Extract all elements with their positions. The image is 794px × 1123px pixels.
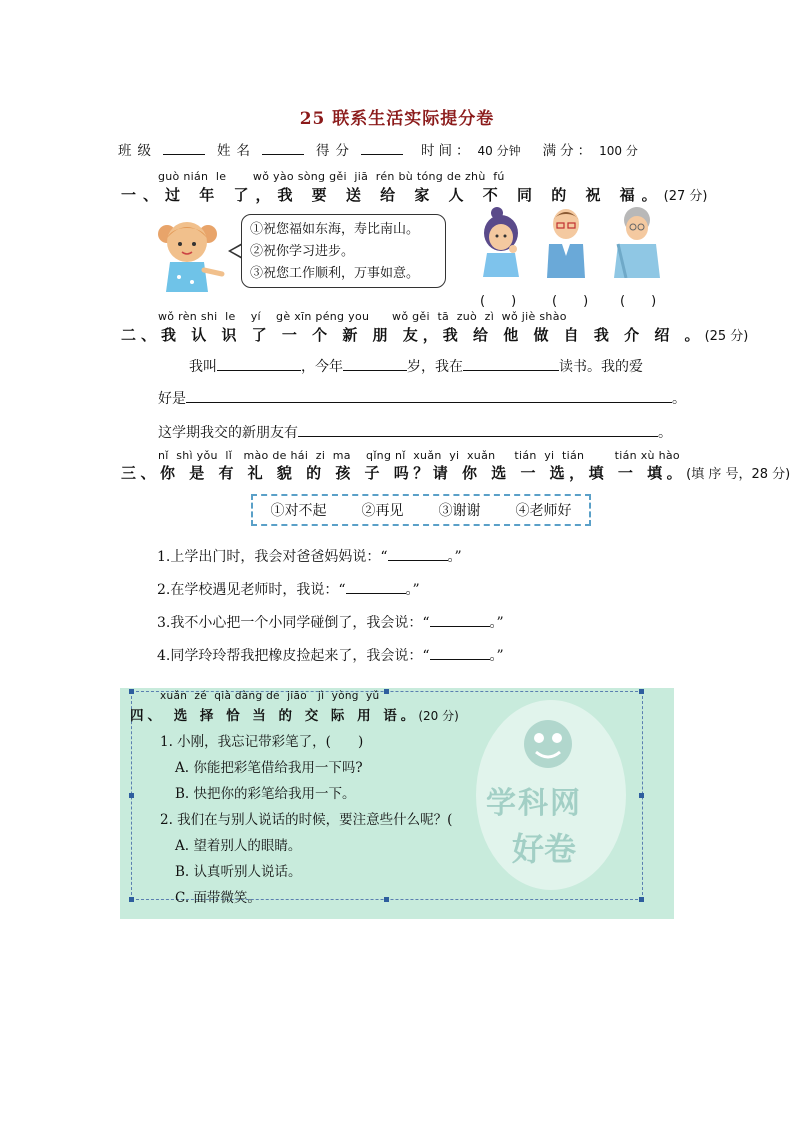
- q3-option-3: ③谢谢: [438, 503, 481, 519]
- resize-handle-bl[interactable]: [129, 897, 134, 902]
- resize-handle-bc[interactable]: [384, 897, 389, 902]
- school-answer-blank[interactable]: [463, 356, 559, 371]
- resize-handle-tr[interactable]: [639, 689, 644, 694]
- q2-line2-end: 。: [672, 391, 686, 407]
- q3-item-num: 1.: [157, 549, 171, 565]
- q2-line1-c: 岁，我在: [407, 359, 463, 375]
- answer-paren-father[interactable]: ( ): [552, 294, 589, 309]
- q2-heading: [121, 324, 748, 345]
- greeting-option-3: ③祝您工作顺利，万事如意。: [250, 266, 420, 281]
- q4-q2-option-c[interactable]: C. 面带微笑。: [175, 890, 261, 906]
- q2-line-2: [158, 388, 686, 408]
- score-label: 得分: [316, 143, 355, 159]
- q4-pinyin: xuǎn zé qià dàng de jiāo jì yòng yǔ: [160, 690, 380, 702]
- resize-handle-br[interactable]: [639, 897, 644, 902]
- q3-item-text: 同学玲玲帮我把橡皮捡起来了，我会说：“: [170, 648, 430, 664]
- q3-item-3: [157, 612, 504, 632]
- resize-handle-tl[interactable]: [129, 689, 134, 694]
- resize-handle-mr[interactable]: [639, 793, 644, 798]
- girl-illustration: [152, 212, 228, 298]
- q3-heading-text: 三、你 是 有 礼 貌 的 孩 子 吗？请 你 选 一 选，填 一 填。: [121, 464, 687, 482]
- q3-item-text: 我不小心把一个小同学碰倒了，我会说：“: [170, 615, 430, 631]
- q2-points: (25 分): [704, 329, 749, 344]
- q3-pinyin: nǐ shì yǒu lǐ mào de hái zi ma qǐng nǐ xuǎn yi xuǎn tián yi tián tián xù hào: [158, 449, 680, 462]
- q3-points: (填 序 号，28 分): [686, 467, 791, 482]
- q1-heading-text: 一、过 年 了，我 要 送 给 家 人 不 同 的 祝 福。: [121, 186, 664, 204]
- q3-answer-blank-1[interactable]: [388, 547, 448, 561]
- watermark-line-1: 学科网: [486, 786, 582, 821]
- q3-item-end: 。”: [489, 615, 504, 631]
- q2-line3-end: 。: [658, 425, 672, 441]
- time-label: 时间：: [421, 143, 474, 159]
- class-label: 班级: [118, 143, 157, 159]
- q4-heading: [130, 704, 459, 724]
- q3-item-2: [157, 579, 420, 599]
- q4-question-2: 2. 我们在与别人说话的时候，要注意些什么呢？(: [160, 812, 453, 828]
- child-illustration: [473, 205, 531, 277]
- name-blank[interactable]: [262, 142, 304, 155]
- q4-q2-option-b[interactable]: B. 认真听别人说话。: [175, 864, 302, 880]
- page-title: 25 联系生活实际提分卷: [299, 109, 495, 129]
- score-blank[interactable]: [361, 142, 403, 155]
- age-answer-blank[interactable]: [343, 356, 407, 371]
- q3-option-box: [251, 494, 591, 526]
- q3-item-end: 。”: [447, 549, 462, 565]
- q2-line-3: [158, 422, 672, 442]
- q3-answer-blank-3[interactable]: [430, 613, 490, 627]
- q2-line1-a: 我叫: [189, 359, 217, 375]
- hobby-answer-blank[interactable]: [186, 388, 672, 403]
- q3-answer-blank-2[interactable]: [346, 580, 406, 594]
- greeting-bubble: [241, 214, 446, 288]
- q4-q1-option-a[interactable]: A. 你能把彩笔借给我用一下吗?: [175, 760, 363, 776]
- q4-q1-option-b[interactable]: B. 快把你的彩笔给我用一下。: [175, 786, 356, 802]
- q3-item-1: [157, 546, 462, 566]
- q4-points: (20 分): [418, 709, 459, 723]
- class-blank[interactable]: [163, 142, 205, 155]
- q3-heading: [121, 462, 790, 483]
- answer-paren-grandma[interactable]: ( ): [620, 294, 657, 309]
- q4-question-1: 1. 小刚，我忘记带彩笔了，( ): [160, 734, 364, 750]
- watermark-line-2: 好卷: [512, 830, 577, 868]
- resize-handle-ml[interactable]: [129, 793, 134, 798]
- greeting-option-2: ②祝你学习进步。: [250, 244, 355, 259]
- q2-line2-a: 好是: [158, 391, 186, 407]
- student-info-line: [118, 139, 688, 159]
- q2-line1-b: ，今年: [301, 359, 343, 375]
- q3-item-4: [157, 645, 504, 665]
- time-value: 40 分钟: [477, 144, 521, 158]
- q1-pinyin: guò nián le wǒ yào sòng gěi jiā rén bù tóng de zhù fú: [158, 170, 505, 183]
- grandma-illustration: [612, 206, 662, 278]
- greeting-option-1: ①祝您福如东海，寿比南山。: [250, 222, 420, 237]
- q4-q2-option-a[interactable]: A. 望着别人的眼睛。: [175, 838, 302, 854]
- name-answer-blank[interactable]: [217, 356, 301, 371]
- q3-item-text: 在学校遇见老师时，我说：“: [170, 582, 346, 598]
- q2-line1-d: 读书。我的爱: [559, 359, 643, 375]
- q3-option-1: ①对不起: [270, 503, 327, 519]
- q3-item-num: 2.: [157, 582, 171, 598]
- q4-heading-text: 四、 选 择 恰 当 的 交 际 用 语。: [130, 708, 419, 724]
- full-score-label: 满分：: [542, 143, 596, 159]
- q2-pinyin: wǒ rèn shi le yí gè xīn péng you wǒ gěi tā zuò zì wǒ jiè shào: [158, 310, 567, 323]
- q1-points: (27 分): [663, 189, 708, 204]
- full-score-value: 100 分: [599, 144, 638, 158]
- q3-option-2: ②再见: [361, 503, 404, 519]
- q3-option-4: ④老师好: [515, 503, 572, 519]
- answer-paren-child[interactable]: ( ): [480, 294, 517, 309]
- q2-line-1: [189, 356, 643, 376]
- friends-answer-blank[interactable]: [298, 422, 658, 437]
- q1-heading: [121, 184, 708, 205]
- q3-item-text: 上学出门时，我会对爸爸妈妈说：“: [170, 549, 388, 565]
- q3-item-num: 3.: [157, 615, 171, 631]
- q3-item-end: 。”: [405, 582, 420, 598]
- q3-item-num: 4.: [157, 648, 171, 664]
- name-label: 姓名: [217, 143, 256, 159]
- q2-line3-a: 这学期我交的新朋友有: [158, 425, 298, 441]
- q3-answer-blank-4[interactable]: [430, 646, 490, 660]
- resize-handle-tc[interactable]: [384, 689, 389, 694]
- father-illustration: [545, 206, 587, 278]
- q2-heading-text: 二、我 认 识 了 一 个 新 朋 友，我 给 他 做 自 我 介 绍 。: [121, 326, 705, 344]
- q3-item-end: 。”: [489, 648, 504, 664]
